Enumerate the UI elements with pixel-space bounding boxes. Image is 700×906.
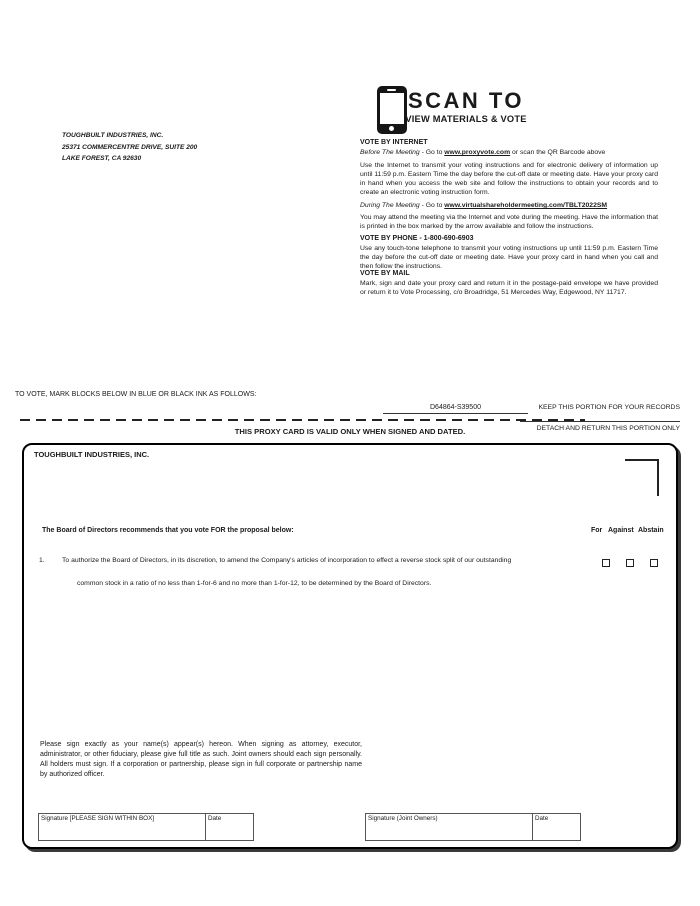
board-recommendation: The Board of Directors recommends that you vote FOR the proposal below: — [42, 527, 294, 534]
keep-portion-rule — [520, 421, 680, 422]
proxy-ballot-card — [22, 443, 678, 849]
smartphone-home-button — [389, 126, 394, 131]
signature-primary-date-label: Date — [208, 815, 222, 822]
vote-option-for-label: For — [591, 527, 603, 534]
corner-bracket-mark — [625, 459, 659, 461]
signature-primary-label: Signature [PLEASE SIGN WITHIN BOX] — [41, 815, 155, 822]
signature-joint-date-label: Date — [535, 815, 549, 822]
checkbox-proposal1-against[interactable] — [626, 559, 634, 567]
before-meeting-suffix: or scan the QR Barcode above — [510, 149, 606, 156]
mail-paragraph: Mark, sign and date your proxy card and return it in the postage-paid envelope we have provided or return it to Vote Processing, c/o Broadridge, 51 Mercedes Way, Edgewood, NY 11717. — [360, 280, 658, 296]
corner-bracket-mark-vertical — [657, 459, 659, 496]
sender-address-block — [62, 130, 197, 165]
keep-portion-note: KEEP THIS PORTION FOR YOUR RECORDS — [538, 404, 680, 411]
smartphone-speaker — [387, 89, 396, 91]
vote-option-abstain-label: Abstain — [638, 527, 664, 534]
vote-option-against-label: Against — [608, 527, 634, 534]
signature-primary-area[interactable] — [39, 814, 205, 840]
scan-to-title: SCAN TO — [407, 88, 525, 113]
scan-to-header — [399, 90, 533, 124]
during-meeting-mid: - Go to — [419, 202, 445, 209]
signature-joint-box[interactable] — [365, 813, 581, 841]
signature-joint-area[interactable] — [366, 814, 532, 840]
before-meeting-line — [360, 148, 658, 157]
detach-dashed-line — [20, 419, 585, 421]
sender-name: TOUGHBUILT INDUSTRIES, INC. — [62, 132, 164, 139]
checkbox-proposal1-for[interactable] — [602, 559, 610, 567]
scan-to-subtitle: VIEW MATERIALS & VOTE — [405, 114, 527, 124]
during-meeting-label: During The Meeting — [360, 202, 420, 209]
card-company-name: TOUGHBUILT INDUSTRIES, INC. — [34, 450, 150, 459]
signature-joint-label: Signature (Joint Owners) — [368, 815, 438, 822]
sender-address-line2: LAKE FOREST, CA 92630 — [62, 155, 142, 162]
during-meeting-paragraph: You may attend the meeting via the Internet and vote during the meeting. Have the information that is printed in the box marked by the arrow available and follow the instructions. — [360, 214, 658, 230]
signature-primary-date-area[interactable] — [205, 814, 253, 840]
proxyvote-link[interactable]: www.proxyvote.com — [444, 149, 511, 156]
proposal-number: 1. — [39, 557, 45, 564]
valid-when-signed-note: THIS PROXY CARD IS VALID ONLY WHEN SIGNED AND DATED. — [234, 427, 466, 436]
before-meeting-mid: - Go to — [419, 149, 445, 156]
control-number: D64864-S39500 — [383, 404, 528, 414]
signature-joint-date-area[interactable] — [532, 814, 580, 840]
proposal-text-line2: common stock in a ratio of no less than 1-for-6 and no more than 1-for-12, to be determined by the Board of Directors. — [77, 580, 432, 587]
vote-by-phone-heading: VOTE BY PHONE - 1-800-690-6903 — [360, 235, 474, 242]
vote-by-mail-heading: VOTE BY MAIL — [360, 270, 410, 277]
proposal-text-line1: To authorize the Board of Directors, in its discretion, to amend the Company's articles of incorporation to effect a reverse stock split of our outstanding — [62, 557, 512, 564]
during-meeting-line — [360, 201, 658, 210]
signature-instructions: Please sign exactly as your name(s) appear(s) hereon. When signing as attorney, executor, administrator, or other fiduciary, please give full title as such. Joint owners should each sign personally. All holders must sign. If a corporation or partnership, please sign in full corporate or partnership name by authorized officer. — [40, 741, 362, 778]
checkbox-proposal1-abstain[interactable] — [650, 559, 658, 567]
detach-return-note: DETACH AND RETURN THIS PORTION ONLY — [536, 425, 680, 432]
signature-primary-box[interactable] — [38, 813, 254, 841]
virtual-meeting-link[interactable]: www.virtualshareholdermeeting.com/TBLT2022SM — [444, 202, 608, 209]
vote-by-internet-heading: VOTE BY INTERNET — [360, 139, 428, 146]
phone-paragraph: Use any touch-tone telephone to transmit your voting instructions up until 11:59 p.m. Eastern Time the day before the cut-off date or meeting date. Have your proxy card in hand when you call and then follow the instructions. — [360, 245, 658, 270]
mark-blocks-instruction: TO VOTE, MARK BLOCKS BELOW IN BLUE OR BLACK INK AS FOLLOWS: — [15, 391, 257, 398]
before-meeting-label: Before The Meeting — [360, 149, 420, 156]
sender-address-line1: 25371 COMMERCENTRE DRIVE, SUITE 200 — [62, 143, 198, 151]
internet-paragraph: Use the Internet to transmit your voting instructions and for electronic delivery of information up until 11:59 p.m. Eastern Time the day before the cut-off date or meeting date. Have your proxy card in hand when you access the web site and follow the instructions to obtain your records and to create an electronic voting instruction form. — [360, 162, 658, 196]
